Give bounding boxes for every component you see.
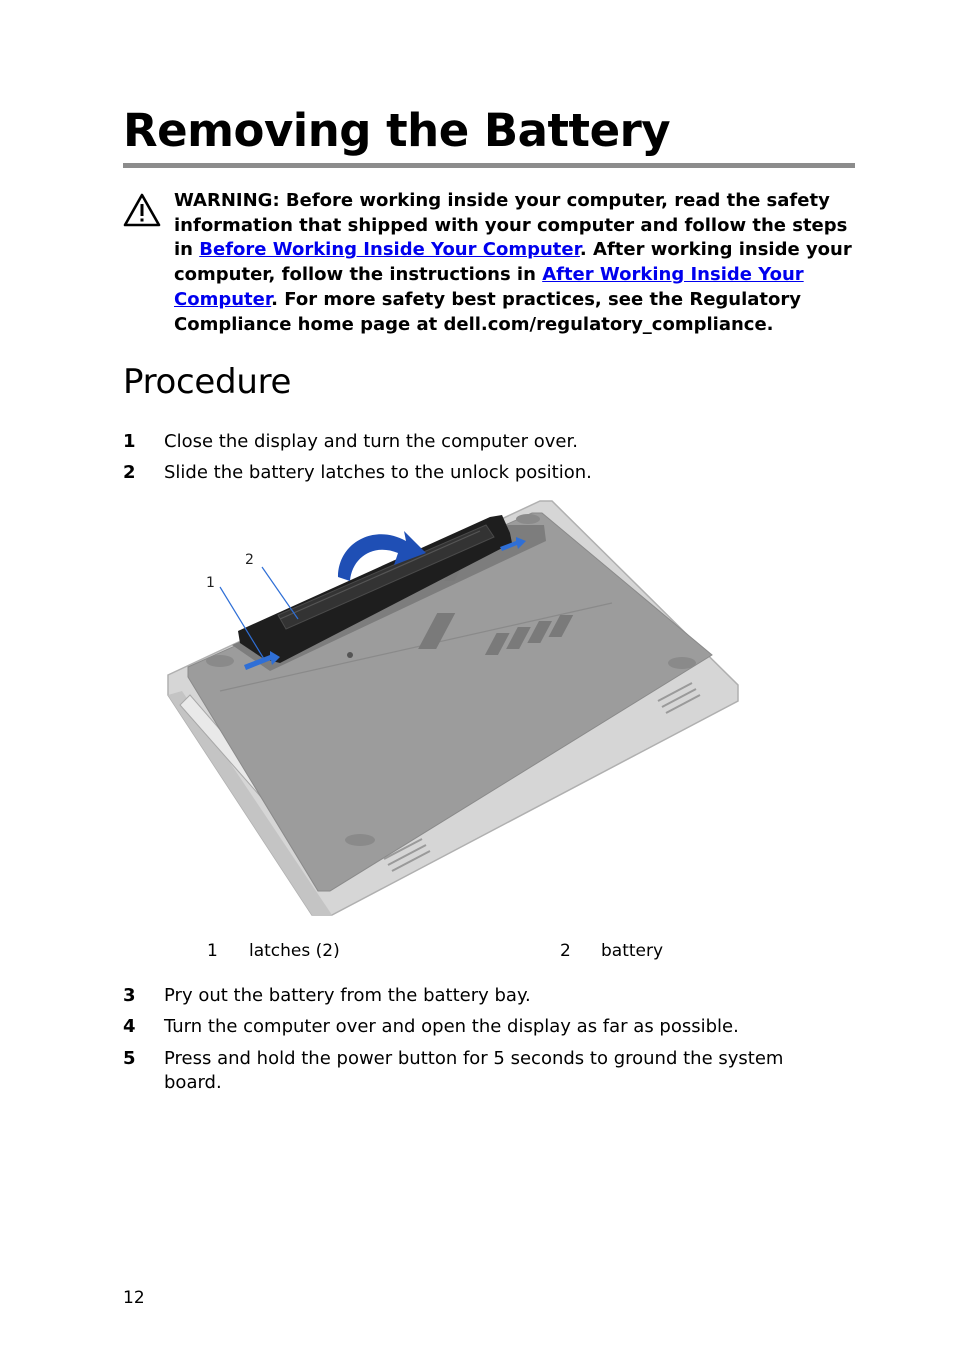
legend-label: latches (2) — [249, 941, 340, 961]
page-title: Removing the Battery — [123, 100, 855, 168]
warning-text: WARNING: Before working inside your computer, read the safety information that shipped with your computer and follow the steps in Before Working Inside Your Computer. After working inside your computer, follow the instructions in After Working Inside Your Computer. For more safety best practices, see the Regulatory Compliance home page at dell.com/regulatory_compliance. — [174, 190, 852, 335]
step-number: 2 — [123, 462, 136, 483]
step-text: Pry out the battery from the battery bay. — [164, 985, 531, 1006]
figure-legend — [207, 939, 767, 963]
section-title: Procedure — [123, 362, 292, 402]
step-text: Turn the computer over and open the display as far as possible. — [164, 1016, 739, 1037]
legend-number: 1 — [207, 941, 218, 961]
step-number: 4 — [123, 1016, 136, 1037]
step-text: Press and hold the power button for 5 seconds to ground the system board. — [164, 1048, 784, 1093]
page-number: 12 — [123, 1288, 145, 1308]
step-text: Close the display and turn the computer over. — [164, 431, 578, 452]
battery-removal-illustration — [160, 495, 750, 925]
step-number: 3 — [123, 985, 136, 1006]
callout-1: 1 — [206, 575, 215, 591]
callout-2: 2 — [245, 552, 254, 568]
warning-triangle-icon — [123, 193, 161, 227]
before-working-link[interactable]: Before Working Inside Your Computer — [199, 239, 580, 261]
step-number: 5 — [123, 1048, 136, 1069]
legend-number: 2 — [560, 941, 571, 961]
step-text: Slide the battery latches to the unlock position. — [164, 462, 592, 483]
after-working-link[interactable]: After Working Inside Your Computer — [174, 264, 804, 310]
step-number: 1 — [123, 431, 136, 452]
legend-label: battery — [601, 941, 664, 961]
